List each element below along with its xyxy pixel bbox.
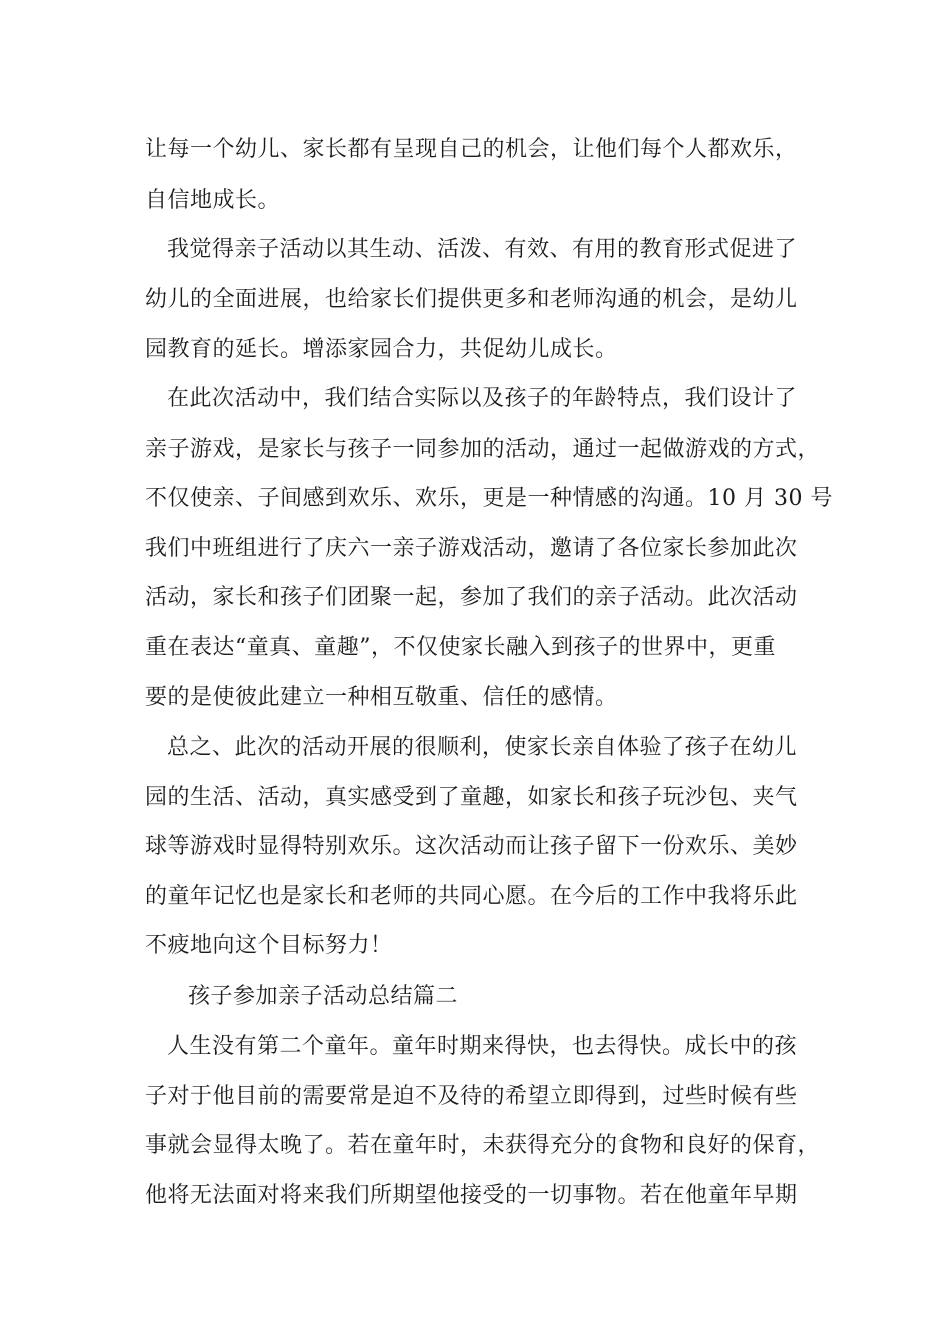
text-line: 我们中班组进行了庆六一亲子游戏活动，邀请了各位家长参加此次 [145, 536, 798, 561]
text-line: 园的生活、活动，真实感受到了童趣，如家长和孩子玩沙包、夹气 [145, 785, 798, 810]
text-line: 子对于他目前的需要常是迫不及待的希望立即得到，过些时候有些 [145, 1084, 798, 1109]
text-line: 园教育的延长。增添家园合力，共促幼儿成长。 [145, 337, 618, 362]
paragraph-start-line: 人生没有第二个童年。童年时期来得快，也去得快。成长中的孩 [167, 1034, 798, 1059]
paragraph-start-line: 我觉得亲子活动以其生动、活泼、有效、有用的教育形式促进了 [167, 237, 798, 262]
text-line: 的童年记忆也是家长和老师的共同心愿。在今后的工作中我将乐此 [145, 884, 798, 909]
text-line: 重在表达“童真、童趣”，不仅使家长融入到孩子的世界中，更重 [145, 635, 776, 660]
section-heading: 孩子参加亲子活动总结篇二 [188, 984, 459, 1009]
text-line: 事就会显得太晚了。若在童年时，未获得充分的食物和良好的保育， [145, 1133, 821, 1158]
text-line: 要的是使彼此建立一种相互敬重、信任的感情。 [145, 685, 618, 710]
text-line: 不仅使亲、子间感到欢乐、欢乐，更是一种情感的沟通。10 月 30 号 [145, 486, 833, 511]
paragraph-start-line: 总之、此次的活动开展的很顺利，使家长亲自体验了孩子在幼儿 [167, 735, 798, 760]
text-line: 他将无法面对将来我们所期望他接受的一切事物。若在他童年早期 [145, 1183, 798, 1208]
paragraph-start-line: 在此次活动中，我们结合实际以及孩子的年龄特点，我们设计了 [167, 386, 798, 411]
text-line: 不疲地向这个目标努力！ [145, 933, 393, 958]
text-line: 球等游戏时显得特别欢乐。这次活动而让孩子留下一份欢乐、美妙 [145, 834, 798, 859]
text-line: 亲子游戏，是家长与孩子一同参加的活动，通过一起做游戏的方式， [145, 437, 821, 462]
text-line: 活动，家长和孩子们团聚一起，参加了我们的亲子活动。此次活动 [145, 585, 798, 610]
text-line: 让每一个幼儿、家长都有呈现自己的机会，让他们每个人都欢乐， [145, 137, 798, 162]
text-line: 幼儿的全面进展，也给家长们提供更多和老师沟通的机会，是幼儿 [145, 287, 798, 312]
text-line: 自信地成长。 [145, 188, 281, 213]
